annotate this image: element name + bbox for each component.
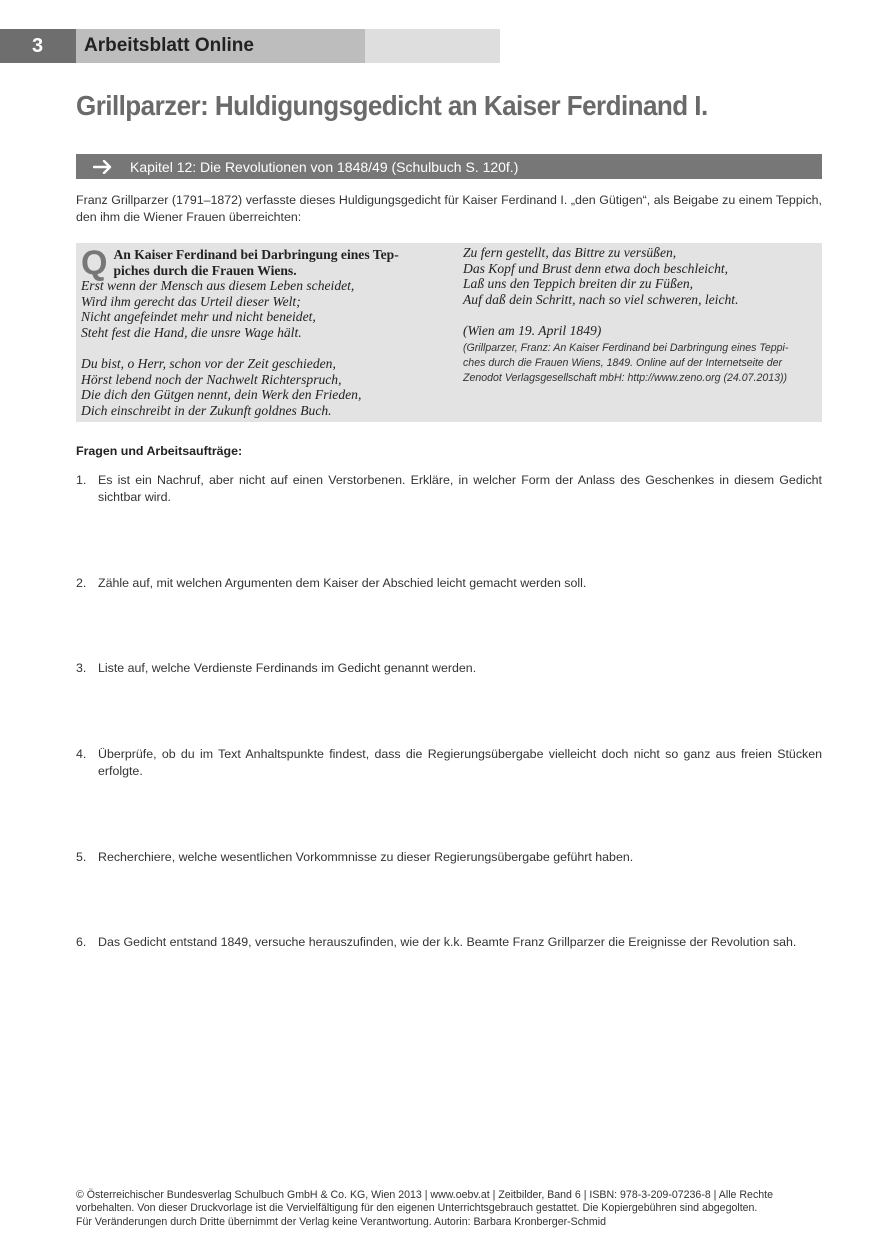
poem-line: Auf daß dein Schritt, nach so viel schweren, leicht.	[463, 291, 739, 307]
poem-title	[81, 244, 433, 282]
footer-line: © Österreichischer Bundesverlag Schulbuch GmbH & Co. KG, Wien 2013 | www.oebv.at | Zeitbilder, Band 6 | ISBN: 978-3-209-07236-8 | Alle Rechte	[76, 1189, 773, 1201]
poem-box	[76, 243, 822, 422]
question-item	[76, 660, 822, 677]
poem-line: Das Kopf und Brust denn etwa doch beschleicht,	[463, 260, 729, 276]
question-number: 4.	[76, 747, 87, 761]
citation-line: (Grillparzer, Franz: An Kaiser Ferdinand bei Darbringung eines Teppi-	[463, 341, 789, 354]
questions-heading: Fragen und Arbeitsaufträge:	[76, 444, 243, 458]
poem-title-line: An Kaiser Ferdinand bei Darbringung eines Tep-	[113, 247, 399, 262]
header-filler	[365, 29, 500, 63]
footer-line: Für Veränderungen durch Dritte übernimmt der Verlag keine Verantwortung. Autorin: Barbara Kronberger-Schmid	[76, 1215, 606, 1228]
question-item	[76, 849, 822, 866]
question-text: Überprüfe, ob du im Text Anhaltspunkte findest, dass die Regierungsübergabe vielleicht doch nicht so ganz aus freien Stücken erfolgte.	[98, 747, 822, 778]
question-number: 1.	[76, 473, 87, 487]
question-number: 5.	[76, 850, 87, 864]
question-text: Das Gedicht entstand 1849, versuche herauszufinden, wie der k.k. Beamte Franz Grillparzer die Ereignisse der Revolution sah.	[98, 935, 797, 949]
question-text: Zähle auf, mit welchen Argumenten dem Kaiser der Abschied leicht gemacht werden soll.	[98, 576, 587, 590]
header-title: Arbeitsblatt Online	[76, 29, 365, 63]
intro-paragraph: Franz Grillparzer (1791–1872) verfasste dieses Huldigungsgedicht für Kaiser Ferdinand I. „den Gütigen“, als Beigabe zu einem Teppich, den ihm die Wiener Frauen überreichten:	[76, 193, 822, 224]
stanza-gap	[81, 341, 433, 357]
document-title: Grillparzer: Huldigungsgedicht an Kaiser Ferdinand I.	[76, 90, 708, 121]
copyright-footer	[76, 1189, 816, 1229]
poem-line: Die dich den Gütgen nennt, dein Werk den Frieden,	[81, 387, 362, 403]
chapter-bar	[76, 154, 822, 179]
poem-line: Dich einschreibt in der Zukunft goldnes Buch.	[81, 402, 332, 418]
question-number: 3.	[76, 661, 87, 675]
question-text: Liste auf, welche Verdienste Ferdinands im Gedicht genannt werden.	[98, 661, 477, 675]
question-number: 6.	[76, 935, 87, 949]
stanza-gap	[463, 307, 818, 323]
question-item	[76, 934, 822, 951]
poem-left-column	[81, 244, 433, 419]
stanza-3	[463, 245, 818, 307]
footer-line: vorbehalten. Von dieser Druckvorlage ist die Vervielfältigung für den eigenen Unterrichtsgebrauch gestattet. Die Kopiergebühren sind abgegolten.	[76, 1202, 758, 1215]
question-item	[76, 575, 822, 592]
question-item	[76, 746, 822, 780]
poem-date: (Wien am 19. April 1849)	[463, 322, 602, 338]
poem-right-column	[463, 245, 818, 386]
chapter-label: Kapitel 12: Die Revolutionen von 1848/49 (Schulbuch S. 120f.)	[130, 158, 519, 175]
citation-line: Zenodot Verlagsgesellschaft mbH: http://www.zeno.org (24.07.2013))	[463, 371, 788, 384]
poem-line: Steht fest die Hand, die unsre Wage hält.	[81, 324, 302, 340]
stanza-2	[81, 356, 433, 418]
poem-line: Erst wenn der Mensch aus diesem Leben scheidet,	[81, 278, 355, 294]
stanza-1	[81, 278, 433, 340]
poem-line: Du bist, o Herr, schon vor der Zeit geschieden,	[81, 356, 336, 372]
question-item	[76, 472, 822, 506]
worksheet-header	[0, 29, 500, 63]
poem-title-line: piches durch die Frauen Wiens.	[113, 262, 297, 278]
poem-line: Laß uns den Teppich breiten dir zu Füßen,	[463, 276, 694, 292]
poem-citation	[463, 341, 818, 386]
question-number: 2.	[76, 576, 87, 590]
poem-line: Nicht angefeindet mehr und nicht beneidet,	[81, 309, 316, 325]
question-text: Recherchiere, welche wesentlichen Vorkommnisse zu dieser Regierungsübergabe geführt haben.	[98, 850, 634, 864]
arrow-right-icon	[76, 160, 130, 174]
poem-line: Zu fern gestellt, das Bittre zu versüßen,	[463, 245, 677, 260]
poem-line: Wird ihm gerecht das Urteil dieser Welt;	[81, 293, 301, 309]
citation-line: ches durch die Frauen Wiens, 1849. Online auf der Internetseite der	[463, 356, 783, 369]
source-marker: Q	[81, 244, 108, 282]
question-text: Es ist ein Nachruf, aber nicht auf einen Verstorbenen. Erkläre, in welcher Form der Anlass des Geschenkes in diesem Gedicht sichtbar wird.	[98, 473, 822, 504]
page-number: 3	[0, 29, 76, 63]
poem-line: Hörst lebend noch der Nachwelt Richterspruch,	[81, 371, 342, 387]
